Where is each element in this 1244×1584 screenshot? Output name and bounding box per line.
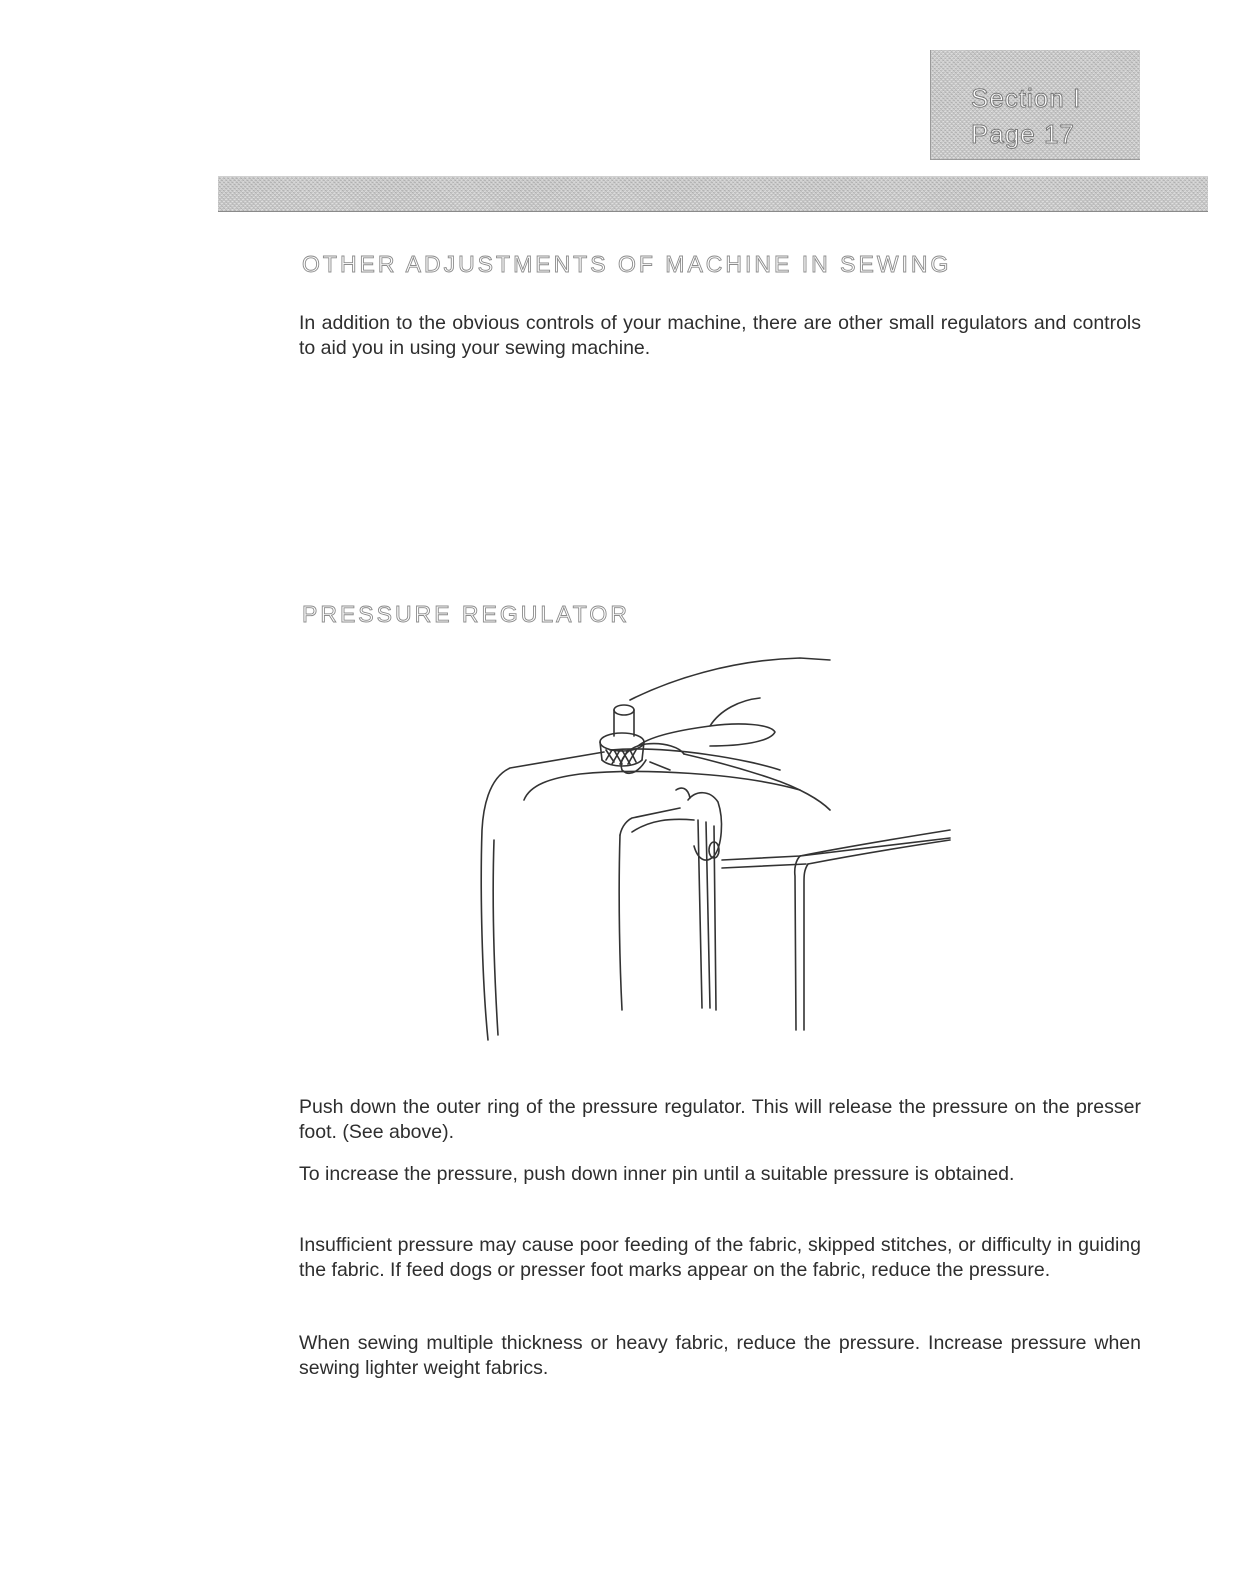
header-band — [218, 176, 1208, 212]
section-label: Section I — [971, 83, 1082, 113]
paragraph-3: Insufficient pressure may cause poor feeding of the fabric, skipped stitches, or difficulty in guiding the fabric. If feed dogs or presser foot marks appear on the fabric, reduce the pressure. — [299, 1234, 1141, 1281]
paragraph-2: To increase the pressure, push down inner pin until a suitable pressure is obtained. — [299, 1163, 1015, 1185]
paragraph-1: Push down the outer ring of the pressure regulator. This will release the pressure on the presser foot. (See above). — [299, 1096, 1141, 1143]
section-page-tab — [930, 50, 1140, 160]
page-label: Page 17 — [971, 119, 1075, 149]
pressure-regulator-heading: PRESSURE REGULATOR — [302, 601, 630, 627]
pressure-regulator-illustration — [470, 650, 970, 1050]
paragraph-4: When sewing multiple thickness or heavy fabric, reduce the pressure. Increase pressure when sewing lighter weight fabrics. — [299, 1332, 1141, 1379]
main-heading: OTHER ADJUSTMENTS OF MACHINE IN SEWING — [302, 251, 952, 277]
intro-paragraph: In addition to the obvious controls of your machine, there are other small regulators and controls to aid you in using your sewing machine. — [299, 312, 1141, 359]
